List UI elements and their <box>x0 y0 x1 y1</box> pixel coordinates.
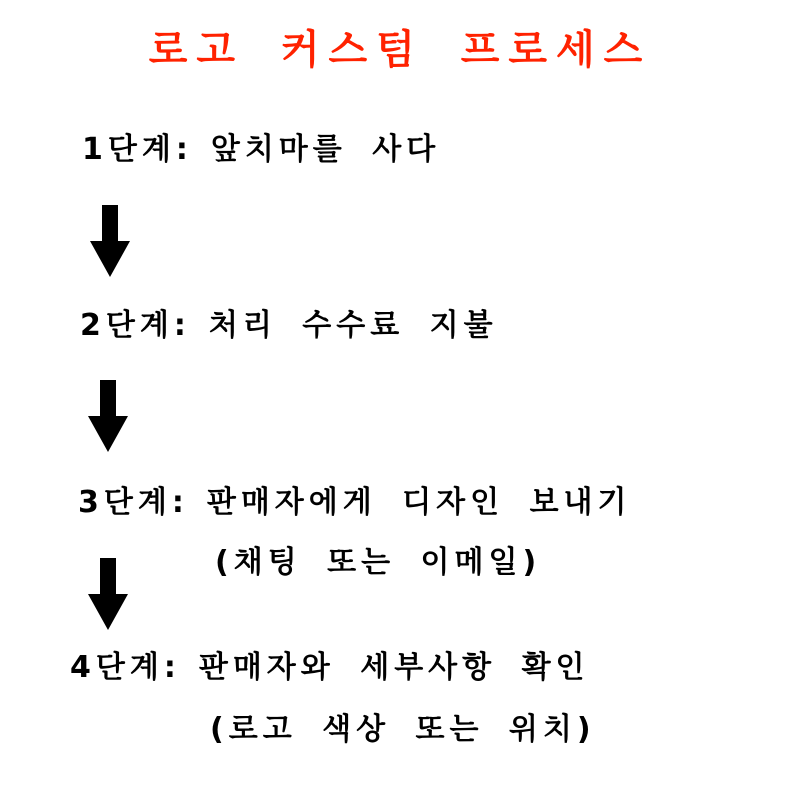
step-1 <box>82 132 440 168</box>
step-3-text: 판매자에게 디자인 보내기 <box>206 485 632 520</box>
step-2 <box>80 308 498 344</box>
step-1-text: 앞치마를 사다 <box>210 132 441 167</box>
step-4-text: 판매자와 세부사항 확인 <box>198 650 590 685</box>
down-arrow-icon <box>90 205 130 277</box>
step-3-label: 3단계: <box>78 485 189 520</box>
down-arrow-icon <box>88 558 128 630</box>
step-3 <box>78 485 632 521</box>
step-3-note: (채팅 또는 이메일) <box>215 545 542 580</box>
step-4 <box>70 650 590 686</box>
step-4-note: (로고 색상 또는 위치) <box>210 712 596 747</box>
step-4-label: 4단계: <box>70 650 181 685</box>
page-title: 로고 커스텀 프로세스 <box>148 27 652 73</box>
down-arrow-icon <box>88 380 128 452</box>
step-2-text: 처리 수수료 지불 <box>208 308 498 343</box>
step-1-label: 1단계: <box>82 132 193 167</box>
step-2-label: 2단계: <box>80 308 191 343</box>
